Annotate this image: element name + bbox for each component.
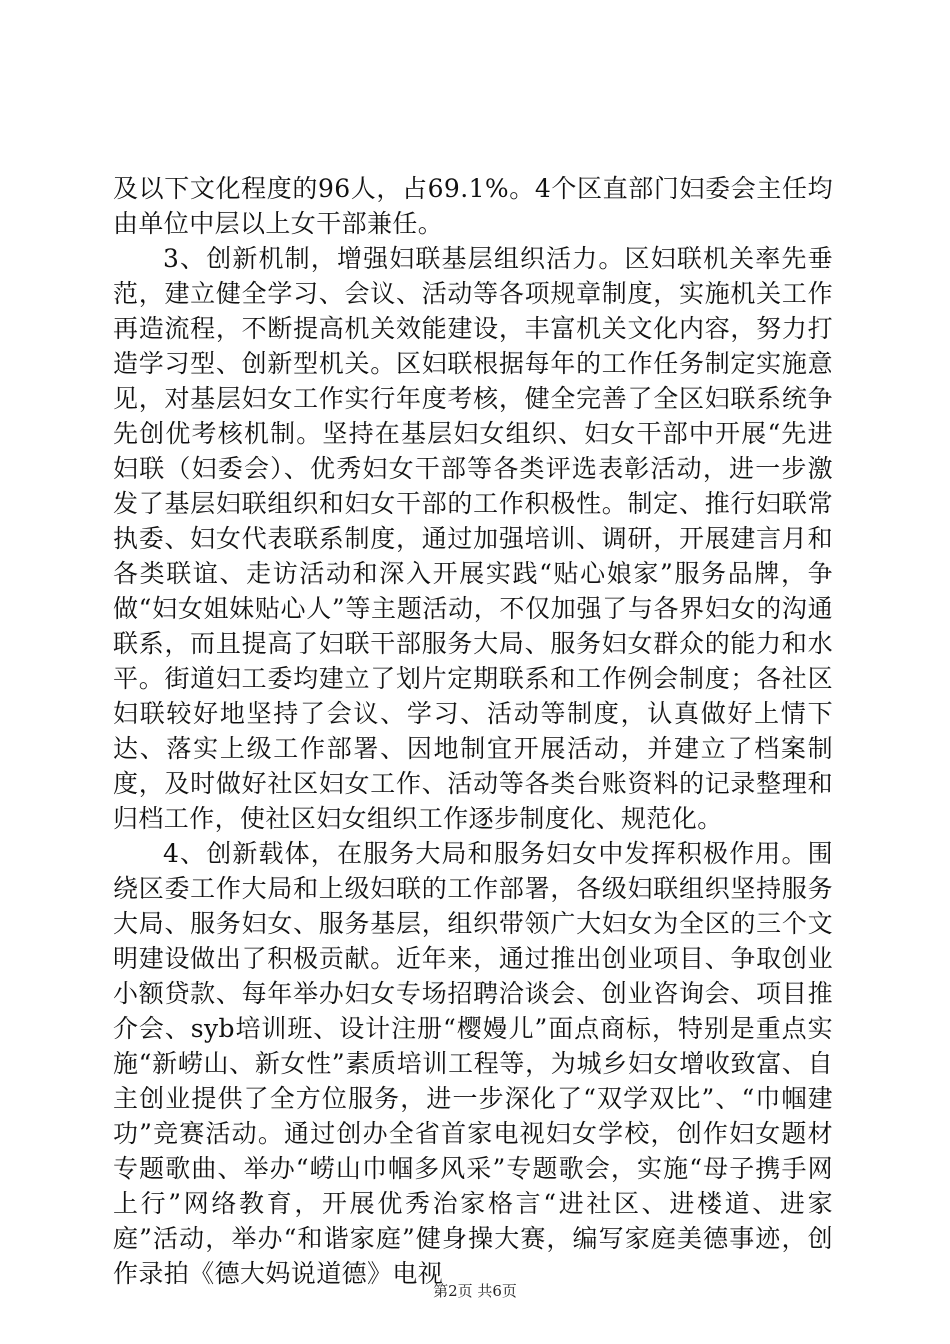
paragraph-1: 及以下文化程度的96人，占69.1%。4个区直部门妇委会主任均由单位中层以上女干部兼任。 (113, 174, 833, 238)
paragraph-3: 4、创新载体，在服务大局和服务妇女中发挥积极作用。围绕区委工作大局和上级妇联的工作部署，各级妇联组织坚持服务大局、服务妇女、服务基层，组织带领广大妇女为全区的三个文明建设做出了积极贡献。近年来，通过推出创业项目、争取创业小额贷款、每年举办妇女专场招聘洽谈会、创业咨询会、项目推介会、syb培训班、设计注册“樱嫚儿”面点商标，特别是重点实施“新崂山、新女性”素质培训工程等，为城乡妇女增收致富、自主创业提供了全方位服务，进一步深化了“双学双比”、“巾帼建功”竞赛活动。通过创办全省首家电视妇女学校，创作妇女题材专题歌曲、举办“崂山巾帼多风采”专题歌会，实施“母子携手网上行”网络教育，开展优秀治家格言“进社区、进楼道、进家庭”活动，举办“和谐家庭”健身操大赛，编写家庭美德事迹，创作录拍《德大妈说道德》电视 (113, 839, 833, 1288)
document-body (113, 171, 833, 1291)
page-number-footer: 第2页 共6页 (433, 1282, 517, 1300)
paragraph-2: 3、创新机制，增强妇联基层组织活力。区妇联机关率先垂范，建立健全学习、会议、活动等各项规章制度，实施机关工作再造流程，不断提高机关效能建设，丰富机关文化内容，努力打造学习型、创新型机关。区妇联根据每年的工作任务制定实施意见，对基层妇女工作实行年度考核，健全完善了全区妇联系统争先创优考核机制。坚持在基层妇女组织、妇女干部中开展“先进妇联（妇委会）、优秀妇女干部等各类评选表彰活动，进一步激发了基层妇联组织和妇女干部的工作积极性。制定、推行妇联常执委、妇女代表联系制度，通过加强培训、调研，开展建言月和各类联谊、走访活动和深入开展实践“贴心娘家”服务品牌，争做“妇女姐妹贴心人”等主题活动，不仅加强了与各界妇女的沟通联系，而且提高了妇联干部服务大局、服务妇女群众的能力和水平。街道妇工委均建立了划片定期联系和工作例会制度；各社区妇联较好地坚持了会议、学习、活动等制度，认真做好上情下达、落实上级工作部署、因地制宜开展活动，并建立了档案制度，及时做好社区妇女工作、活动等各类台账资料的记录整理和归档工作，使社区妇女组织工作逐步制度化、规范化。 (113, 244, 833, 833)
